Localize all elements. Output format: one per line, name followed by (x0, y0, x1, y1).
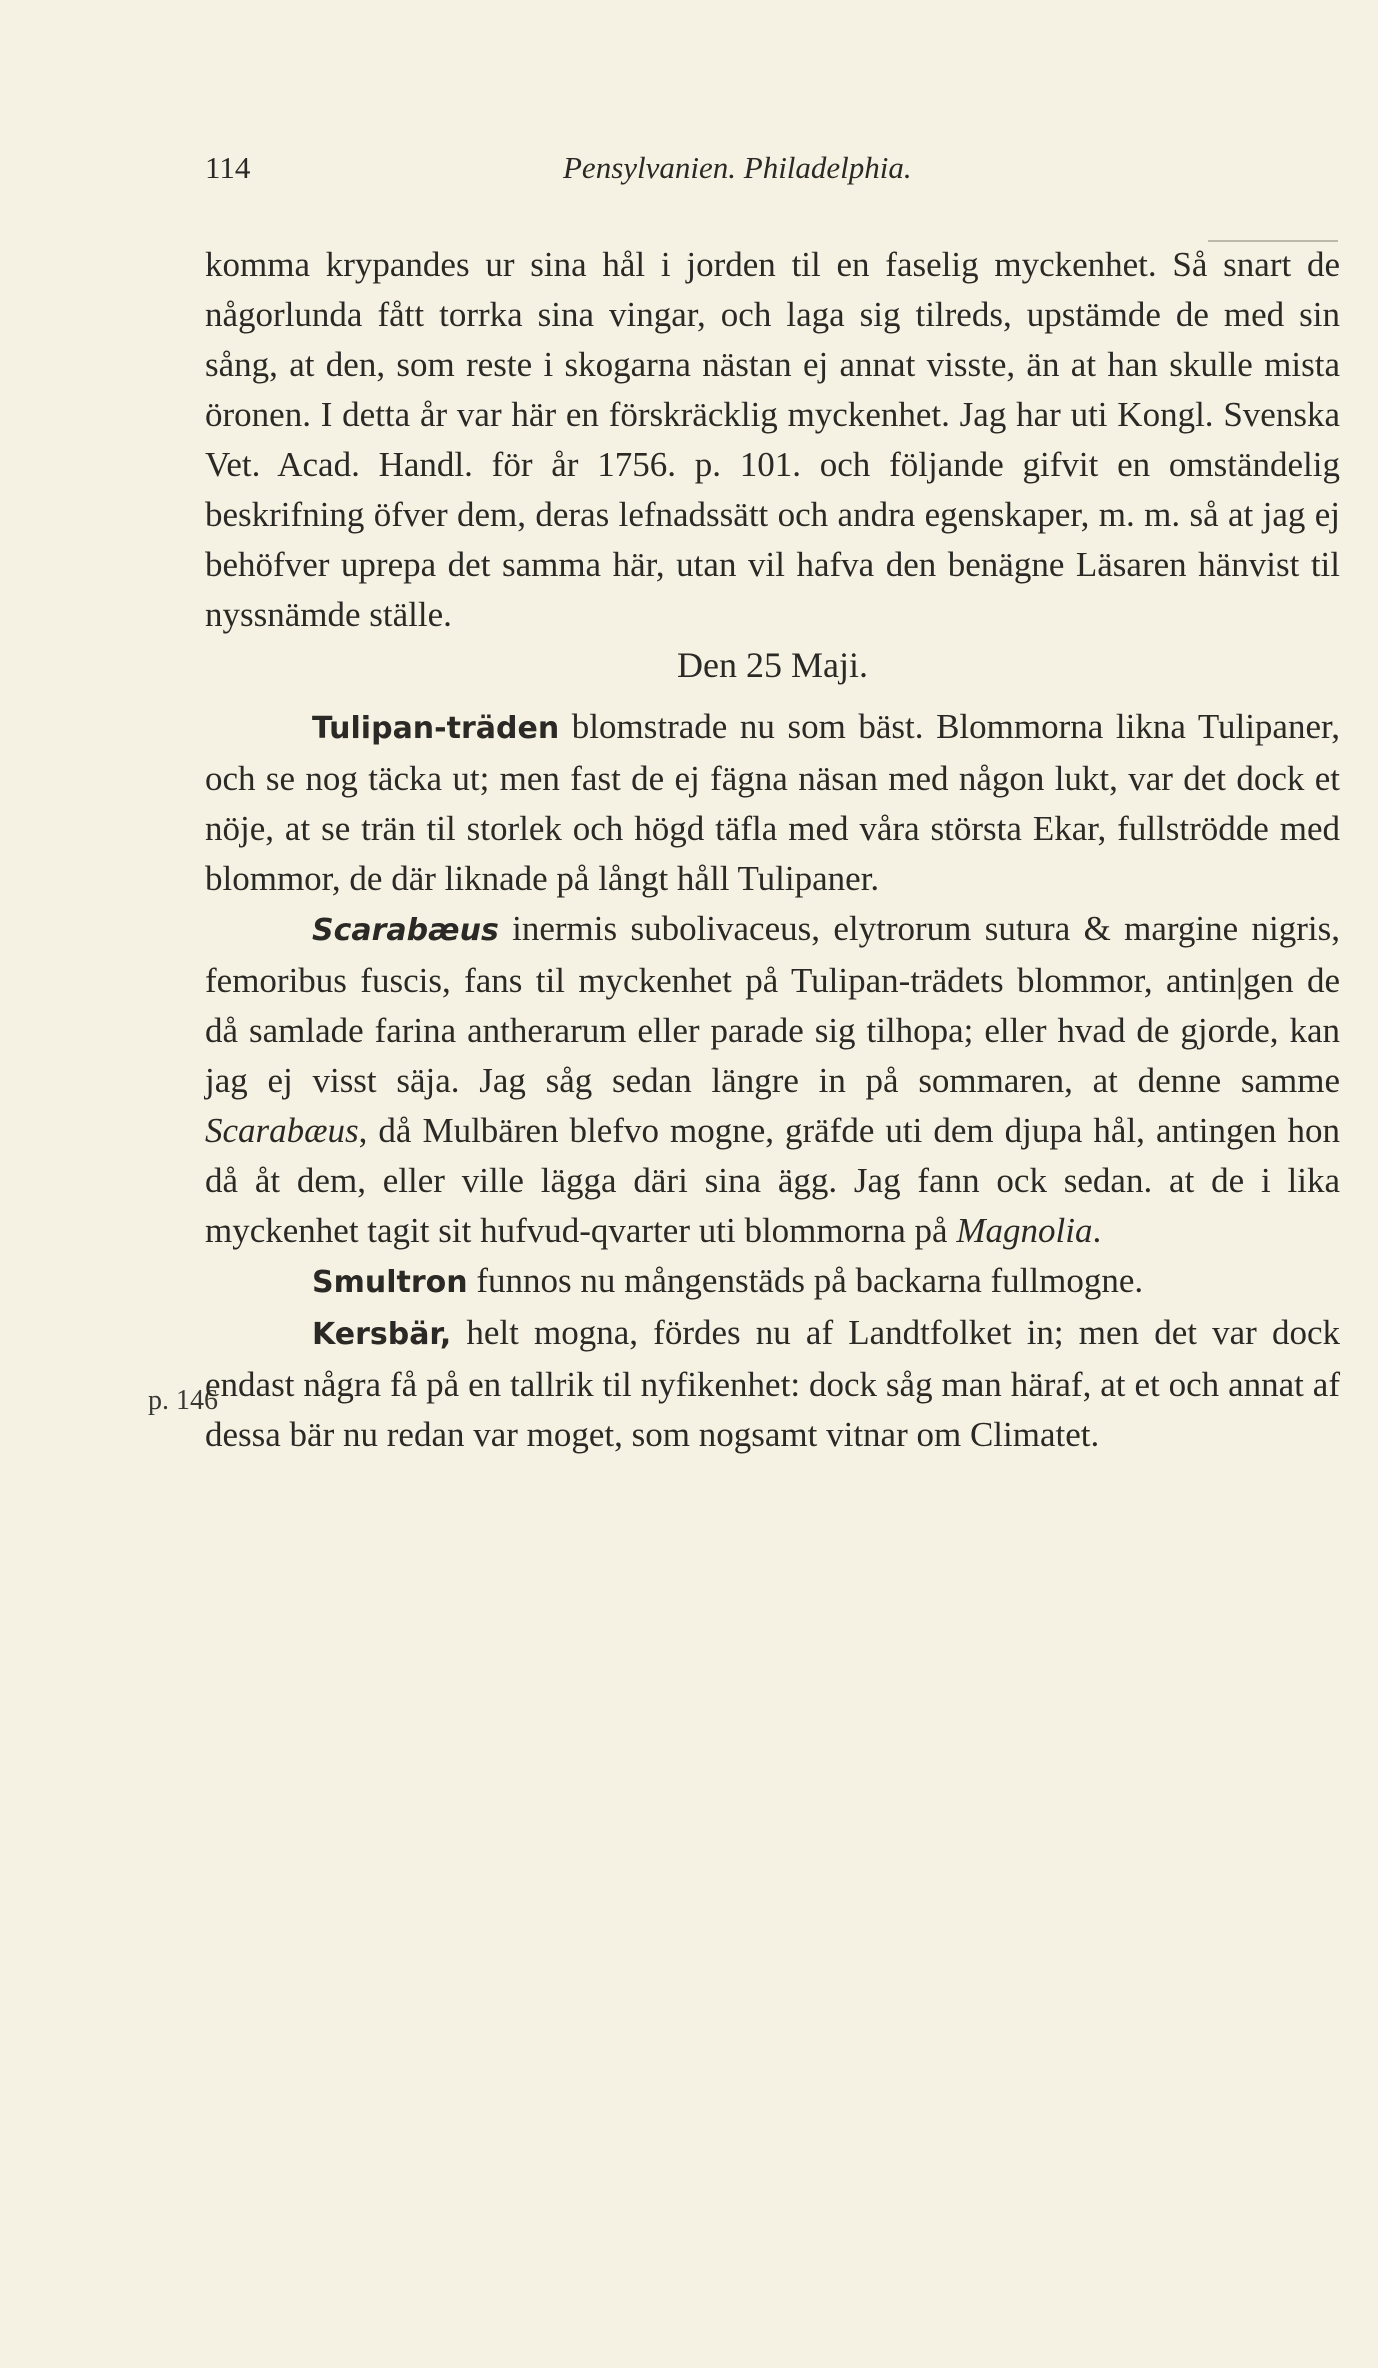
page-number: 114 (205, 150, 251, 185)
paragraph-smultron (205, 1256, 1340, 1308)
keyword-kersbar: Kersbär, (312, 1317, 452, 1352)
keyword-tulipan-traden: Tulipan-träden (312, 711, 560, 746)
margin-page-reference: p. 146 (148, 1385, 218, 1416)
paragraph-cicadas: komma krypandes ur sina hål i jorden til en faselig myckenhet. Så snart de någorlunda fått torrka sina vingar, och laga sig tilreds, upstämde de med sin sång, at den, som reste i skogarna nästan ej annat visste, än at han skulle mista öronen. I detta år var här en förskräcklig myckenhet. Jag har uti Kongl. Svenska Vet. Acad. Handl. för år 1756. p. 101. och följande gifvit en omständelig beskrifning öfver dem, deras lefnadssätt och andra egenskaper, m. m. så at jag ej behöfver uprepa det samma här, utan vil hafva den benägne Läsaren hänvist til nyssnämde ställe. (205, 245, 1340, 634)
paragraph-kersbar (205, 1308, 1340, 1460)
italic-scarabaeus: Scarabæus (205, 1111, 359, 1150)
paragraph-scarabaeus (205, 904, 1340, 1256)
italic-magnolia: Magnolia (956, 1211, 1093, 1250)
paragraph-text: funnos nu mångenstäds på backarna fullmogne. (467, 1261, 1144, 1300)
keyword-smultron: Smultron (312, 1265, 468, 1300)
paragraph-tulip-trees (205, 702, 1340, 904)
paragraph-text: blomstrade nu som bäst. Blommorna likna Tulipaner, och se nog täcka ut; men fast de ej fägna näsan med någon lukt, var det dock et nöje, at se trän til storlek och högd täfla med våra största Ekar, fullströdde med blommor, de där liknade på långt håll Tulipaner. (205, 707, 1340, 898)
date-heading: Den 25 Maji. (677, 645, 868, 685)
paragraph-text: . (1092, 1211, 1102, 1250)
keyword-scarabaeus: Scarabæus (312, 913, 499, 948)
running-title: Pensylvanien. Philadelphia. (563, 150, 912, 185)
body-text (205, 240, 1340, 1460)
paragraph-text: helt mogna, fördes nu af Landtfolket in; men det var dock endast några få på en tallrik til nyfikenhet: dock såg man häraf, at et och annat af dessa bär nu redan var moget, som nogsamt vitnar om Climatet. (205, 1313, 1340, 1454)
paragraph-text: , då Mulbären blefvo mogne, gräfde uti dem djupa hål, antingen hon då åt dem, eller ville lägga däri sina ägg. Jag fann ock sedan. at de i lika myckenhet tagit sit hufvud-qvarter uti blommorna på (205, 1111, 1340, 1250)
paragraph-text: inermis subolivaceus, elytrorum sutura & margine nigris, femoribus fuscis, fans til myckenhet på Tulipan-trädets blommor, antin|gen de då samlade farina antherarum eller parade sig tilhopa; eller hvad de gjorde, kan jag ej visst säja. Jag såg sedan längre in på sommaren, at denne samme (205, 909, 1340, 1100)
